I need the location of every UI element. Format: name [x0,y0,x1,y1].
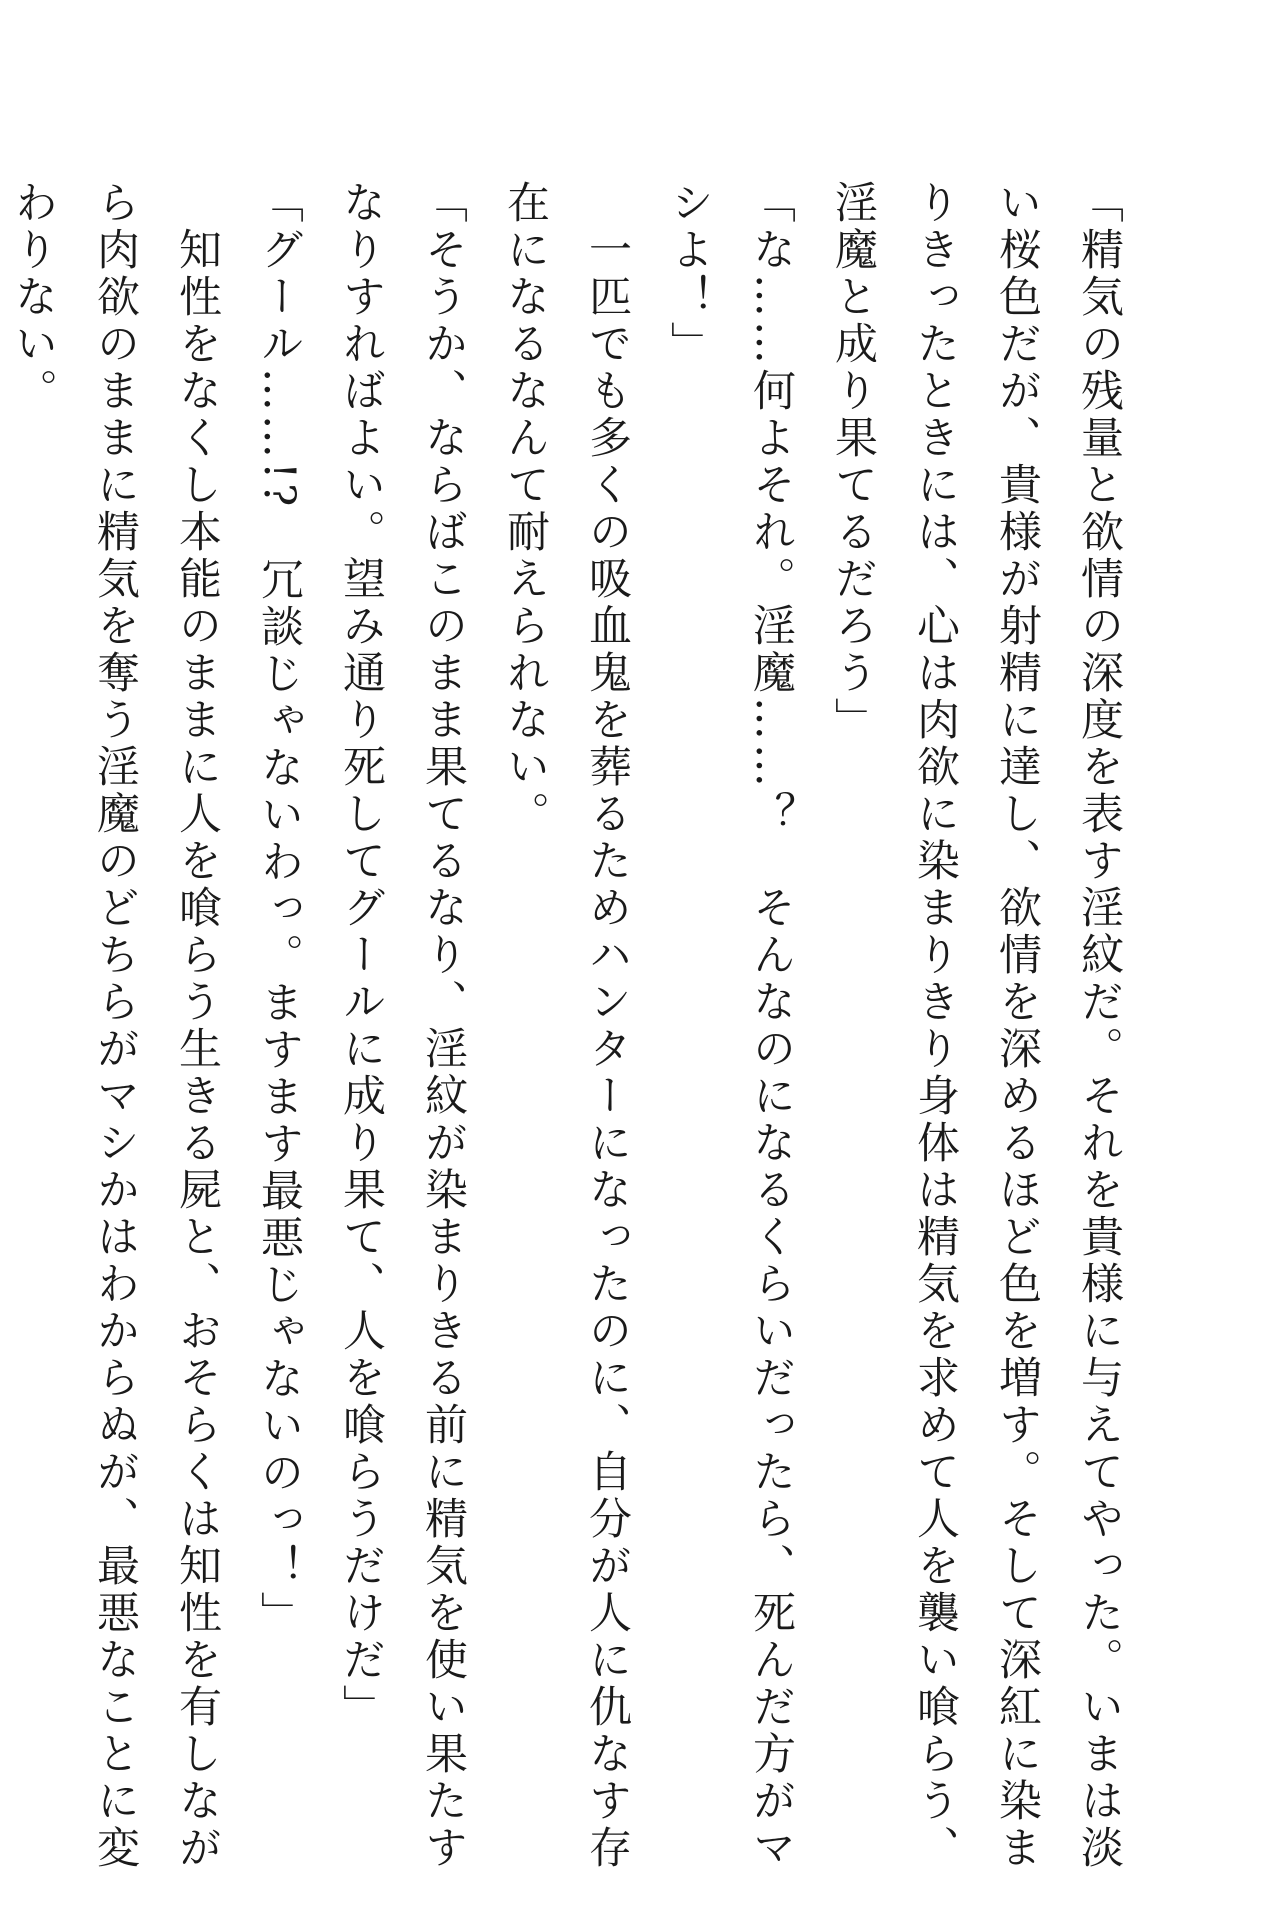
text-line: 「グール……!? 冗談じゃないわっ。ますます最悪じゃないのっ！」 [254,180,304,1639]
text-line: い桜色だが、貴様が射精に達し、欲情を深めるほど色を増す。そして深紅に染ま [992,180,1042,1872]
text-line: 知性をなくし本能のままに人を喰らう生きる屍と、おそらくは知性を有しなが [172,180,222,1872]
text-line: 一匹でも多くの吸血鬼を葬るためハンターになったのに、自分が人に仇なす存 [582,180,632,1872]
text-line: 「そうか、ならばこのまま果てるなり、淫紋が染まりきる前に精気を使い果たす [418,180,468,1872]
text-line: シよ！」 [664,180,714,368]
text-line: 淫魔と成り果てるだろう」 [828,180,878,744]
text-line: なりすればよい。望み通り死してグールに成り果て、人を喰らうだけだ」 [336,180,386,1731]
text-line: わりない。 [8,180,58,415]
vertical-text-body [0,180,1140,1872]
text-line: りきったときには、心は肉欲に染まりきり身体は精気を求めて人を襲い喰らう、 [910,180,960,1872]
text-line: 「精気の残量と欲情の深度を表す淫紋だ。それを貴様に与えてやった。いまは淡 [1074,180,1124,1872]
text-line: 「な……何よそれ。淫魔……？ そんなのになるくらいだったら、死んだ方がマ [746,180,796,1872]
text-line: 在になるなんて耐えられない。 [500,180,550,838]
text-line: ら肉欲のままに精気を奪う淫魔のどちらがマシかはわからぬが、最悪なことに変 [90,180,140,1872]
